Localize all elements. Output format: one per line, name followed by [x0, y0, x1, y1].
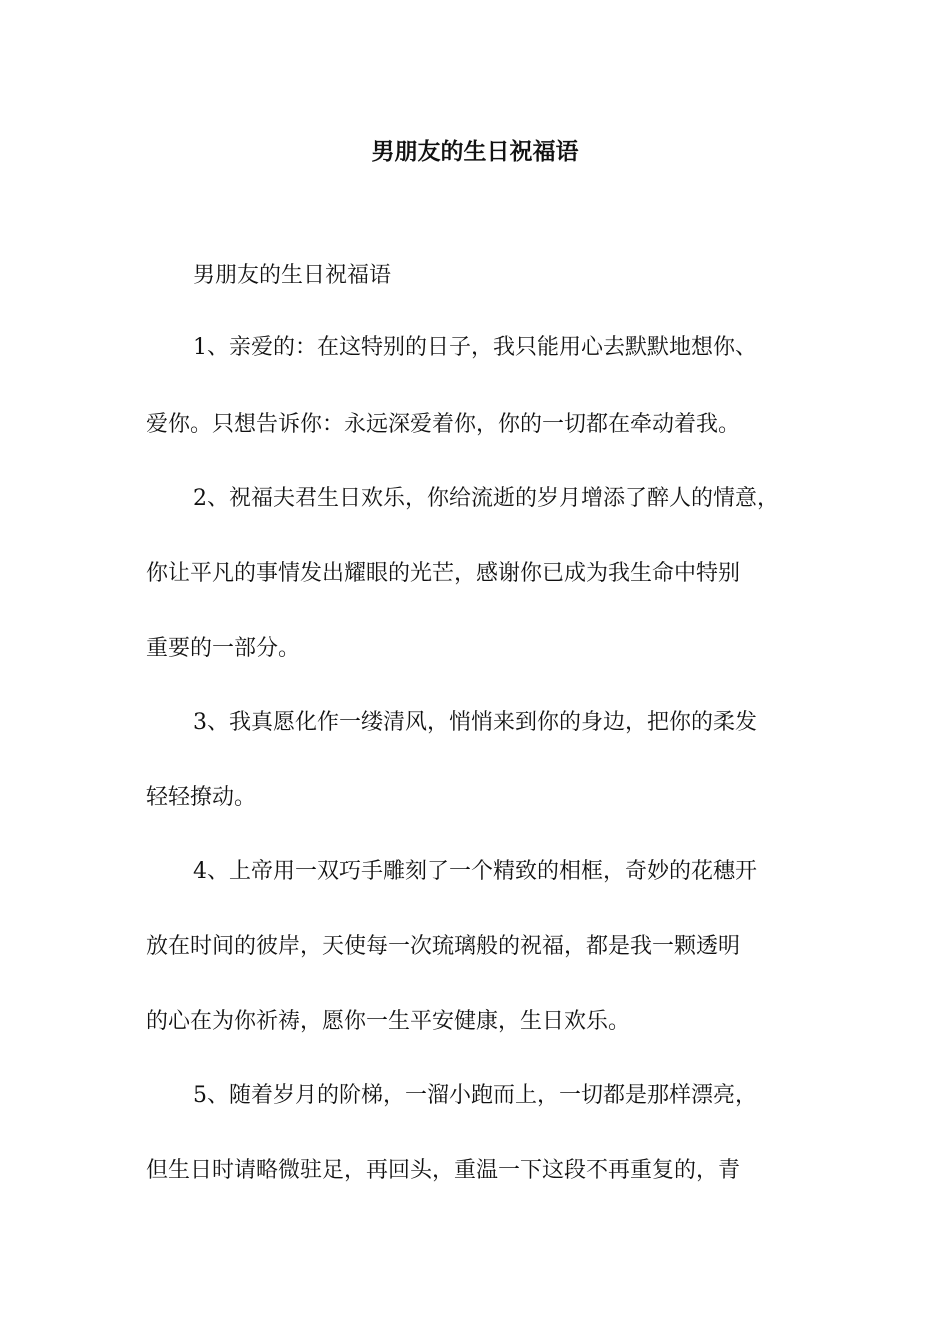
- paragraph-4-line-3: 的心在为你祈祷，愿你一生平安健康，生日欢乐。: [146, 1009, 631, 1034]
- paragraph-5-line-1: 5、随着岁月的阶梯，一溜小跑而上，一切都是那样漂亮，: [193, 1083, 757, 1108]
- paragraph-3-line-2: 轻轻撩动。: [146, 785, 257, 810]
- paragraph-3-line-1: 3、我真愿化作一缕清风，悄悄来到你的身边，把你的柔发: [193, 710, 757, 735]
- paragraph-4-line-1: 4、上帝用一双巧手雕刻了一个精致的相框，奇妙的花穗开: [193, 859, 757, 884]
- paragraph-2-line-3: 重要的一部分。: [146, 636, 301, 661]
- paragraph-1-line-2: 爱你。只想告诉你：永远深爱着你，你的一切都在牵动着我。: [146, 412, 741, 437]
- paragraph-2-line-2: 你让平凡的事情发出耀眼的光芒，感谢你已成为我生命中特别: [146, 561, 741, 586]
- paragraph-2-line-1: 2、祝福夫君生日欢乐，你给流逝的岁月增添了醉人的情意，: [193, 486, 779, 511]
- paragraph-1-line-1: 1、亲爱的：在这特别的日子，我只能用心去默默地想你、: [193, 335, 757, 360]
- page-title: 男朋友的生日祝福语: [371, 138, 579, 165]
- paragraph-5-line-2: 但生日时请略微驻足，再回头，重温一下这段不再重复的，青: [146, 1158, 741, 1183]
- paragraph-4-line-2: 放在时间的彼岸，天使每一次琉璃般的祝福，都是我一颗透明: [146, 934, 741, 959]
- subtitle-line: 男朋友的生日祝福语: [193, 263, 392, 288]
